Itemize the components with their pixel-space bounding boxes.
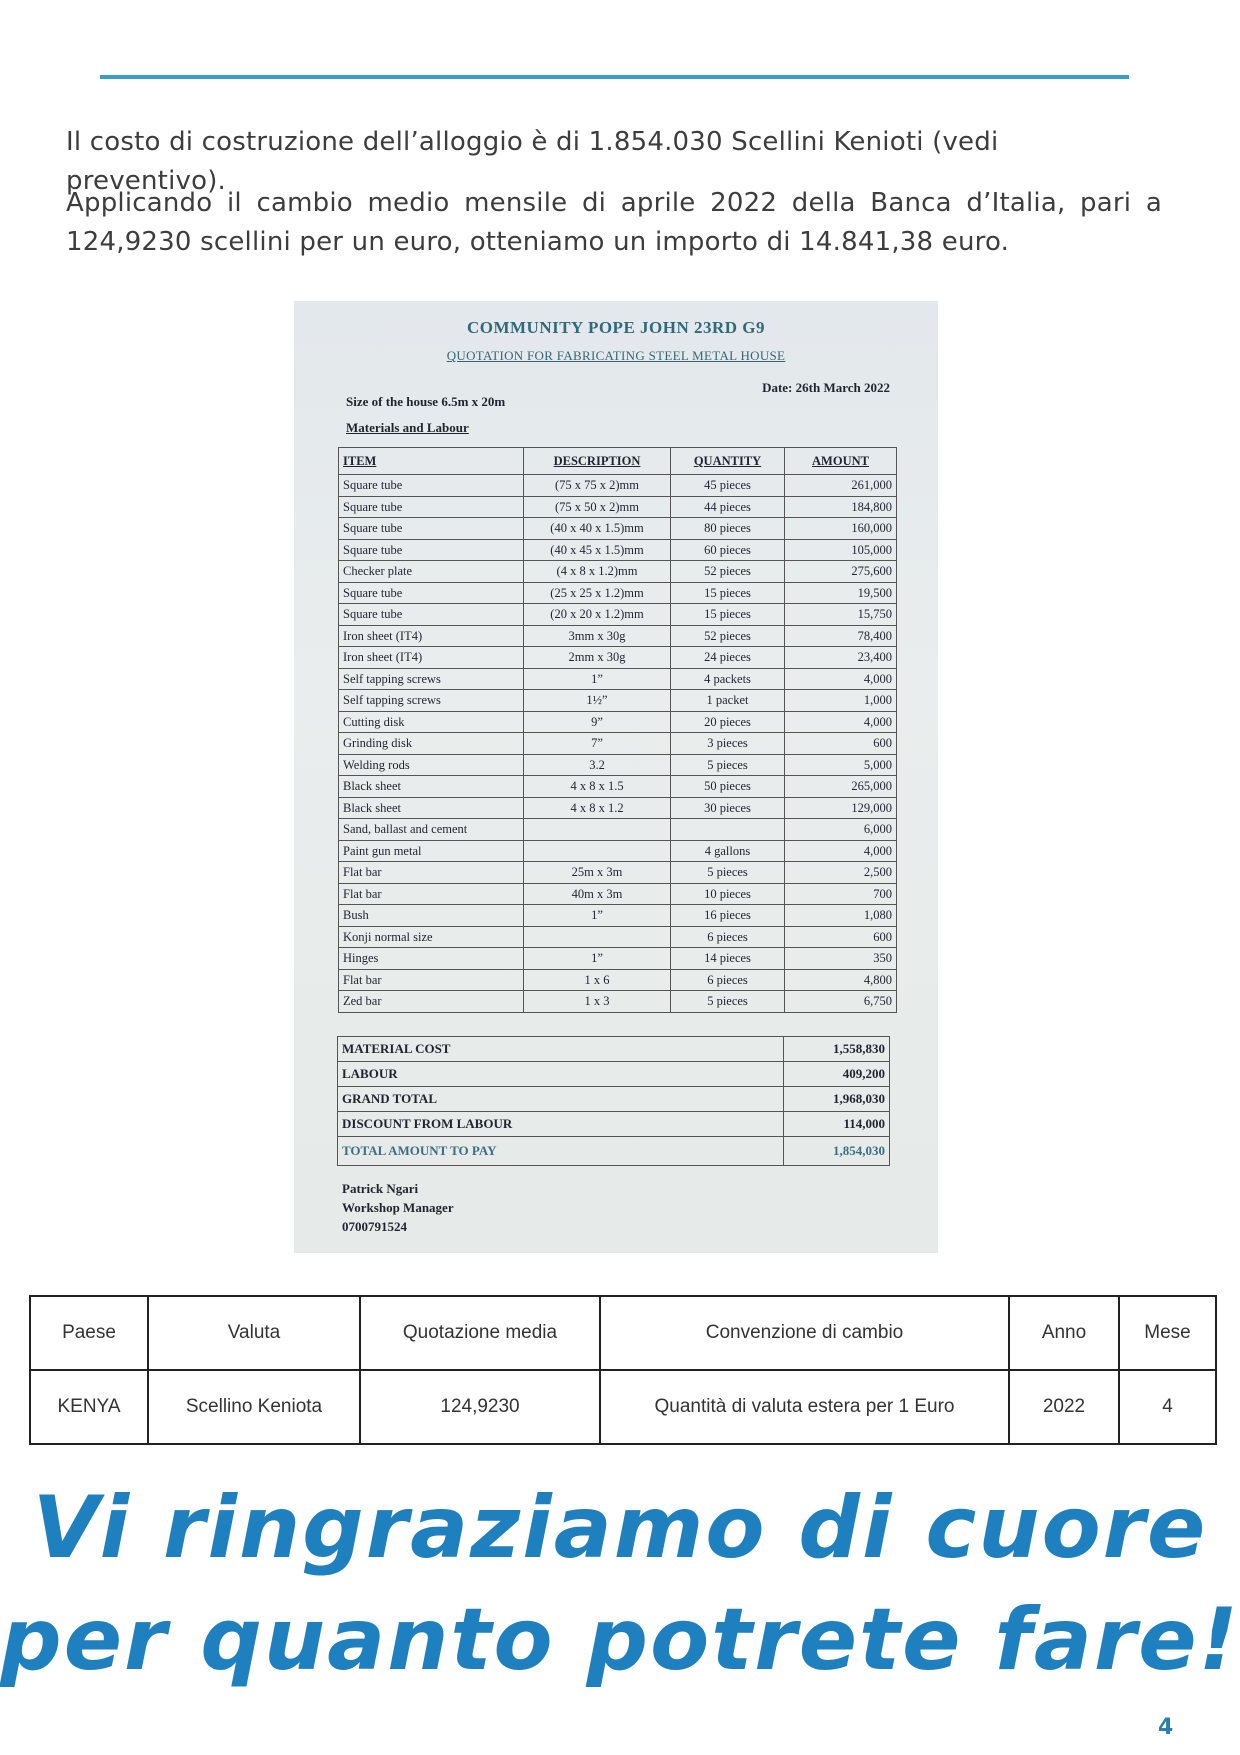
row-quantity	[671, 819, 785, 841]
totals-row	[338, 1112, 890, 1137]
page-number: 4	[1158, 1715, 1174, 1740]
row-amount: 4,000	[785, 840, 897, 862]
row-amount: 261,000	[785, 475, 897, 497]
row-amount: 350	[785, 948, 897, 970]
quotation-row	[339, 561, 897, 583]
signature-name: Patrick Ngari	[342, 1181, 419, 1196]
quotation-photo	[294, 301, 938, 1253]
row-item: Bush	[339, 905, 524, 927]
quotation-row	[339, 690, 897, 712]
signature-block	[342, 1179, 454, 1236]
header-description: DESCRIPTION	[524, 448, 671, 475]
quotation-row	[339, 647, 897, 669]
totals-row	[338, 1137, 890, 1166]
quotation-subtitle: QUOTATION FOR FABRICATING STEEL METAL HOUSE	[446, 348, 786, 363]
row-amount: 1,000	[785, 690, 897, 712]
row-item: Iron sheet (IT4)	[339, 625, 524, 647]
row-item: Sand, ballast and cement	[339, 819, 524, 841]
exchange-data-row	[30, 1370, 1216, 1444]
intro-paragraph-cost: Il costo di costruzione dell’alloggio è di 1.854.030 Scellini Kenioti (vedi preventivo).	[66, 127, 999, 196]
row-amount: 4,000	[785, 668, 897, 690]
quotation-row	[339, 840, 897, 862]
row-description: 1”	[524, 905, 671, 927]
row-item: Black sheet	[339, 776, 524, 798]
totals-value: 1,558,830	[784, 1037, 890, 1062]
totals-label: LABOUR	[338, 1062, 784, 1087]
row-amount: 600	[785, 926, 897, 948]
exchange-year: 2022	[1009, 1370, 1119, 1444]
totals-value: 114,000	[784, 1112, 890, 1137]
exchange-convention: Quantità di valuta estera per 1 Euro	[600, 1370, 1009, 1444]
row-item: Iron sheet (IT4)	[339, 647, 524, 669]
row-quantity: 4 gallons	[671, 840, 785, 862]
row-quantity: 14 pieces	[671, 948, 785, 970]
quotation-date: Date: 26th March 2022	[762, 380, 890, 395]
totals-table	[337, 1036, 890, 1166]
row-amount: 129,000	[785, 797, 897, 819]
row-item: Welding rods	[339, 754, 524, 776]
row-item: Self tapping screws	[339, 668, 524, 690]
exchange-currency: Scellino Keniota	[148, 1370, 360, 1444]
quotation-row	[339, 475, 897, 497]
row-item: Grinding disk	[339, 733, 524, 755]
row-amount: 600	[785, 733, 897, 755]
quotation-row	[339, 604, 897, 626]
row-amount: 1,080	[785, 905, 897, 927]
exchange-header-mese: Mese	[1119, 1296, 1216, 1370]
quotation-row	[339, 668, 897, 690]
row-description	[524, 840, 671, 862]
row-amount: 184,800	[785, 496, 897, 518]
row-item: Paint gun metal	[339, 840, 524, 862]
quotation-row	[339, 711, 897, 733]
row-amount: 2,500	[785, 862, 897, 884]
totals-label: MATERIAL COST	[338, 1037, 784, 1062]
row-amount: 160,000	[785, 518, 897, 540]
top-divider	[100, 75, 1129, 79]
row-description: 2mm x 30g	[524, 647, 671, 669]
row-item: Square tube	[339, 518, 524, 540]
exchange-table	[29, 1295, 1217, 1445]
totals-value: 1,854,030	[784, 1137, 890, 1166]
row-description: 1 x 6	[524, 969, 671, 991]
row-quantity: 52 pieces	[671, 625, 785, 647]
quotation-row	[339, 862, 897, 884]
row-description: 1 x 3	[524, 991, 671, 1013]
row-quantity: 20 pieces	[671, 711, 785, 733]
totals-value: 409,200	[784, 1062, 890, 1087]
row-description: 1”	[524, 668, 671, 690]
row-amount: 4,800	[785, 969, 897, 991]
row-quantity: 15 pieces	[671, 604, 785, 626]
quotation-body	[339, 475, 897, 1013]
row-description	[524, 819, 671, 841]
quotation-header-row	[339, 448, 897, 475]
quotation-row	[339, 776, 897, 798]
row-description: 40m x 3m	[524, 883, 671, 905]
row-item: Square tube	[339, 496, 524, 518]
row-quantity: 5 pieces	[671, 862, 785, 884]
quotation-row	[339, 883, 897, 905]
quotation-row	[339, 948, 897, 970]
row-amount: 23,400	[785, 647, 897, 669]
totals-value: 1,968,030	[784, 1087, 890, 1112]
row-description: (75 x 75 x 2)mm	[524, 475, 671, 497]
row-quantity: 44 pieces	[671, 496, 785, 518]
row-amount: 15,750	[785, 604, 897, 626]
row-quantity: 52 pieces	[671, 561, 785, 583]
row-amount: 700	[785, 883, 897, 905]
row-description: (75 x 50 x 2)mm	[524, 496, 671, 518]
quotation-row	[339, 625, 897, 647]
row-description: 1”	[524, 948, 671, 970]
row-description: 1½”	[524, 690, 671, 712]
row-amount: 105,000	[785, 539, 897, 561]
row-amount: 6,750	[785, 991, 897, 1013]
row-quantity: 6 pieces	[671, 969, 785, 991]
row-description: (20 x 20 x 1.2)mm	[524, 604, 671, 626]
quotation-row	[339, 496, 897, 518]
row-quantity: 24 pieces	[671, 647, 785, 669]
quotation-row	[339, 733, 897, 755]
row-description: 9”	[524, 711, 671, 733]
row-item: Konji normal size	[339, 926, 524, 948]
row-item: Flat bar	[339, 883, 524, 905]
row-item: Square tube	[339, 582, 524, 604]
row-item: Black sheet	[339, 797, 524, 819]
header-amount: AMOUNT	[785, 448, 897, 475]
quotation-title: COMMUNITY POPE JOHN 23RD G9	[466, 318, 766, 337]
row-quantity: 16 pieces	[671, 905, 785, 927]
totals-label: TOTAL AMOUNT TO PAY	[338, 1137, 784, 1166]
row-description: (4 x 8 x 1.2)mm	[524, 561, 671, 583]
quotation-row	[339, 819, 897, 841]
totals-row	[338, 1062, 890, 1087]
row-amount: 78,400	[785, 625, 897, 647]
row-item: Cutting disk	[339, 711, 524, 733]
row-description: 4 x 8 x 1.2	[524, 797, 671, 819]
house-size: Size of the house 6.5m x 20m	[346, 394, 506, 409]
row-quantity: 10 pieces	[671, 883, 785, 905]
quotation-row	[339, 969, 897, 991]
row-description: 3.2	[524, 754, 671, 776]
quotation-row	[339, 905, 897, 927]
row-description: (40 x 45 x 1.5)mm	[524, 539, 671, 561]
row-quantity: 50 pieces	[671, 776, 785, 798]
quotation-table	[338, 447, 897, 1013]
row-quantity: 45 pieces	[671, 475, 785, 497]
thanks-line-2: per quanto potrete fare!	[0, 1590, 1240, 1690]
row-quantity: 80 pieces	[671, 518, 785, 540]
row-item: Zed bar	[339, 991, 524, 1013]
exchange-header-paese: Paese	[30, 1296, 148, 1370]
row-amount: 6,000	[785, 819, 897, 841]
row-item: Square tube	[339, 475, 524, 497]
totals-row	[338, 1037, 890, 1062]
totals-body	[338, 1037, 890, 1166]
row-quantity: 60 pieces	[671, 539, 785, 561]
exchange-header-convenzione: Convenzione di cambio	[600, 1296, 1009, 1370]
quotation-row	[339, 539, 897, 561]
quotation-row	[339, 582, 897, 604]
row-description: 25m x 3m	[524, 862, 671, 884]
row-item: Checker plate	[339, 561, 524, 583]
row-quantity: 30 pieces	[671, 797, 785, 819]
quotation-row	[339, 754, 897, 776]
totals-row	[338, 1087, 890, 1112]
row-amount: 265,000	[785, 776, 897, 798]
row-item: Hinges	[339, 948, 524, 970]
row-quantity: 15 pieces	[671, 582, 785, 604]
intro-paragraph-exchange: Applicando il cambio medio mensile di aprile 2022 della Banca d’Italia, pari a 124,9230 scellini per un euro, otteniamo un importo di 14.841,38 euro.	[66, 188, 1162, 257]
row-amount: 275,600	[785, 561, 897, 583]
totals-label: DISCOUNT FROM LABOUR	[338, 1112, 784, 1137]
row-quantity: 4 packets	[671, 668, 785, 690]
row-amount: 19,500	[785, 582, 897, 604]
row-description: 3mm x 30g	[524, 625, 671, 647]
header-quantity: QUANTITY	[671, 448, 785, 475]
exchange-header-quotazione: Quotazione media	[360, 1296, 600, 1370]
totals-label: GRAND TOTAL	[338, 1087, 784, 1112]
row-quantity: 1 packet	[671, 690, 785, 712]
exchange-header-anno: Anno	[1009, 1296, 1119, 1370]
row-description: 4 x 8 x 1.5	[524, 776, 671, 798]
row-item: Flat bar	[339, 969, 524, 991]
row-quantity: 6 pieces	[671, 926, 785, 948]
signature-role: Workshop Manager	[342, 1200, 454, 1215]
quotation-row	[339, 991, 897, 1013]
row-description	[524, 926, 671, 948]
quotation-row	[339, 926, 897, 948]
exchange-month: 4	[1119, 1370, 1216, 1444]
row-amount: 4,000	[785, 711, 897, 733]
header-item: ITEM	[339, 448, 524, 475]
row-quantity: 5 pieces	[671, 991, 785, 1013]
row-description: (25 x 25 x 1.2)mm	[524, 582, 671, 604]
exchange-rate: 124,9230	[360, 1370, 600, 1444]
quotation-row	[339, 518, 897, 540]
exchange-country: KENYA	[30, 1370, 148, 1444]
quotation-row	[339, 797, 897, 819]
row-quantity: 3 pieces	[671, 733, 785, 755]
row-description: 7”	[524, 733, 671, 755]
row-item: Flat bar	[339, 862, 524, 884]
row-quantity: 5 pieces	[671, 754, 785, 776]
exchange-header-row	[30, 1296, 1216, 1370]
thanks-line-1: Vi ringraziamo di cuore	[32, 1478, 1208, 1578]
row-amount: 5,000	[785, 754, 897, 776]
exchange-header-valuta: Valuta	[148, 1296, 360, 1370]
row-description: (40 x 40 x 1.5)mm	[524, 518, 671, 540]
signature-phone: 0700791524	[342, 1219, 407, 1234]
row-item: Square tube	[339, 539, 524, 561]
row-item: Self tapping screws	[339, 690, 524, 712]
row-item: Square tube	[339, 604, 524, 626]
materials-heading: Materials and Labour	[346, 420, 469, 435]
